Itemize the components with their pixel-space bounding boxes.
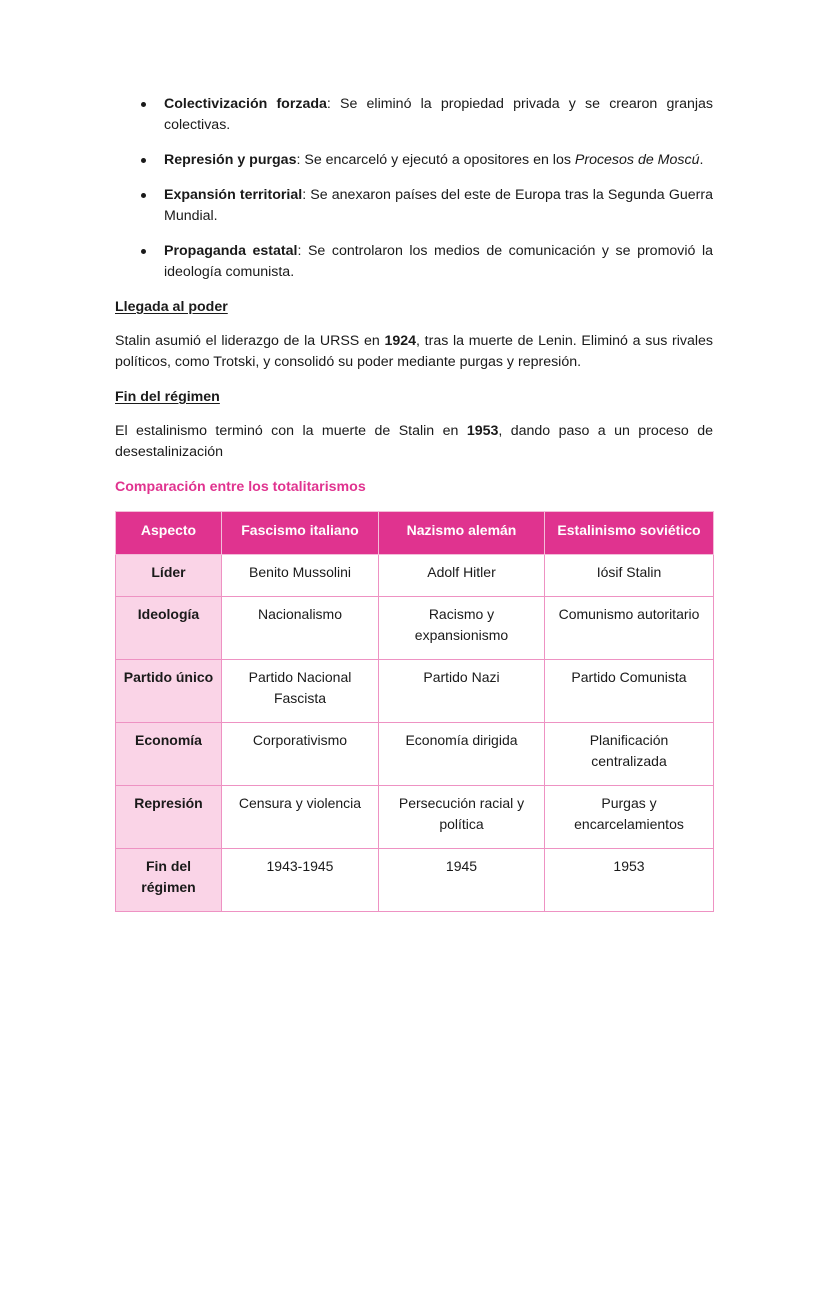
table-cell: Partido Comunista xyxy=(545,660,714,723)
table-cell: Adolf Hitler xyxy=(379,555,545,597)
row-label: Líder xyxy=(116,555,222,597)
column-header: Fascismo italiano xyxy=(222,512,379,555)
table-cell: 1943-1945 xyxy=(222,849,379,912)
llegada-text-b: , tras la muerte de Lenin. Eliminó a sus rivales políticos, como Trotski, y consolidó su poder mediante purgas y represión. xyxy=(115,333,714,370)
table-cell: Planificación centralizada xyxy=(545,723,714,786)
row-label: Fin del régimen xyxy=(116,849,222,912)
column-header: Nazismo alemán xyxy=(379,512,545,555)
llegada-year: 1924 xyxy=(384,333,417,349)
list-item xyxy=(115,241,713,283)
fin-heading: Fin del régimen xyxy=(115,389,220,405)
stalinism-features-list xyxy=(115,94,713,283)
fin-text-a: El estalinismo terminó con la muerte de Stalin en xyxy=(115,423,467,439)
table-row xyxy=(116,723,714,786)
fin-year: 1953 xyxy=(466,423,499,439)
table-cell: 1953 xyxy=(545,849,714,912)
table-cell: Corporativismo xyxy=(222,723,379,786)
row-label: Represión xyxy=(116,786,222,849)
table-cell: Benito Mussolini xyxy=(222,555,379,597)
bullet-term: Represión y purgas xyxy=(164,152,297,168)
table-cell: Economía dirigida xyxy=(379,723,545,786)
table-cell: 1945 xyxy=(379,849,545,912)
table-row xyxy=(116,597,714,660)
table-row xyxy=(116,555,714,597)
bullet-term: Propaganda estatal xyxy=(164,243,298,259)
bullet-tail: . xyxy=(699,152,704,168)
llegada-paragraph xyxy=(115,331,713,373)
table-cell: Censura y violencia xyxy=(222,786,379,849)
column-header: Aspecto xyxy=(116,512,222,555)
list-item xyxy=(115,185,713,227)
bullet-text: : Se encarceló y ejecutó a opositores en los xyxy=(296,152,575,168)
document-content xyxy=(115,94,713,912)
bullet-text: : Se anexaron países del este de Europa tras la Segunda Guerra Mundial. xyxy=(164,187,713,224)
table-cell: Racismo y expansionismo xyxy=(379,597,545,660)
bullet-text: : Se controlaron los medios de comunicación y se promovió la ideología comunista. xyxy=(164,243,713,280)
llegada-heading: Llegada al poder xyxy=(115,299,228,315)
column-header: Estalinismo soviético xyxy=(545,512,714,555)
bullet-text: : Se eliminó la propiedad privada y se crearon granjas colectivas. xyxy=(164,96,713,133)
table-row xyxy=(116,660,714,723)
bullet-italic: Procesos de Moscú xyxy=(574,152,700,168)
table-cell: Nacionalismo xyxy=(222,597,379,660)
row-label: Partido único xyxy=(116,660,222,723)
table-row xyxy=(116,849,714,912)
bullet-term: Expansión territorial xyxy=(164,187,303,203)
table-row xyxy=(116,786,714,849)
row-label: Ideología xyxy=(116,597,222,660)
comparison-table xyxy=(115,511,714,912)
fin-text-b: , dando paso a un proceso de desestalinización xyxy=(115,423,713,460)
llegada-text-a: Stalin asumió el liderazgo de la URSS en xyxy=(115,333,385,349)
table-cell: Persecución racial y política xyxy=(379,786,545,849)
table-header-row xyxy=(116,512,714,555)
list-item xyxy=(115,150,713,171)
row-label: Economía xyxy=(116,723,222,786)
bullet-term: Colectivización forzada xyxy=(164,96,327,112)
comparison-title: Comparación entre los totalitarismos xyxy=(115,479,366,495)
list-item xyxy=(115,94,713,136)
fin-paragraph xyxy=(115,421,713,463)
table-cell: Comunismo autoritario xyxy=(545,597,714,660)
table-cell: Partido Nacional Fascista xyxy=(222,660,379,723)
table-cell: Purgas y encarcelamientos xyxy=(545,786,714,849)
table-cell: Partido Nazi xyxy=(379,660,545,723)
table-cell: Iósif Stalin xyxy=(545,555,714,597)
